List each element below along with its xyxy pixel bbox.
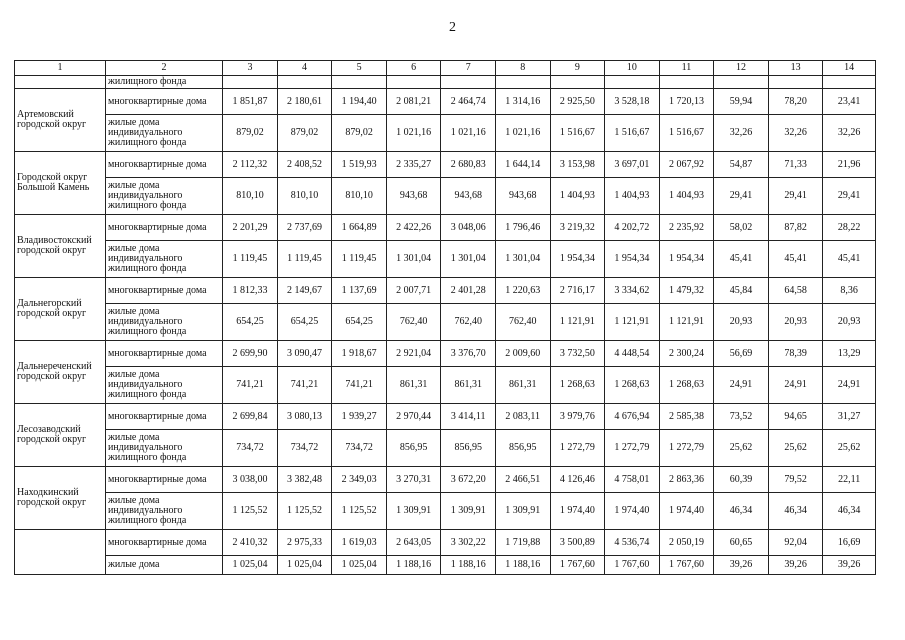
table-row xyxy=(15,178,876,215)
value-cell: 810,10 xyxy=(223,178,278,215)
housing-type-cell: жилые дома индивидуального жилищного фонда xyxy=(105,304,222,341)
value-cell: 1 918,67 xyxy=(332,341,387,367)
value-cell: 1 301,04 xyxy=(441,241,496,278)
empty-cell xyxy=(495,76,550,89)
value-cell: 861,31 xyxy=(441,367,496,404)
value-cell: 1 516,67 xyxy=(550,115,605,152)
value-cell: 3 219,32 xyxy=(550,215,605,241)
empty-cell xyxy=(659,76,714,89)
column-header: 10 xyxy=(605,61,660,76)
value-cell: 1 301,04 xyxy=(495,241,550,278)
value-cell: 1 137,69 xyxy=(332,278,387,304)
value-cell: 2 235,92 xyxy=(659,215,714,241)
value-cell: 856,95 xyxy=(495,430,550,467)
value-cell: 1 309,91 xyxy=(441,493,496,530)
value-cell: 1 516,67 xyxy=(659,115,714,152)
table-row xyxy=(15,367,876,404)
value-cell: 1 767,60 xyxy=(550,556,605,575)
value-cell: 94,65 xyxy=(768,404,823,430)
value-cell: 2 585,38 xyxy=(659,404,714,430)
table-row xyxy=(15,341,876,367)
value-cell: 3 979,76 xyxy=(550,404,605,430)
value-cell: 1 125,52 xyxy=(277,493,332,530)
value-cell: 23,41 xyxy=(823,89,876,115)
housing-type-cell: многоквартирные дома xyxy=(105,467,222,493)
value-cell: 1 767,60 xyxy=(605,556,660,575)
value-cell: 1 954,34 xyxy=(550,241,605,278)
value-cell: 29,41 xyxy=(714,178,769,215)
value-cell: 1 974,40 xyxy=(605,493,660,530)
value-cell: 1 119,45 xyxy=(277,241,332,278)
housing-type-cell: жилые дома индивидуального жилищного фонда xyxy=(105,178,222,215)
table-row xyxy=(15,241,876,278)
value-cell: 1 119,45 xyxy=(223,241,278,278)
table-row xyxy=(15,404,876,430)
empty-cell xyxy=(768,76,823,89)
value-cell: 45,84 xyxy=(714,278,769,304)
column-header: 7 xyxy=(441,61,496,76)
housing-type-cell: многоквартирные дома xyxy=(105,341,222,367)
column-header: 1 xyxy=(15,61,106,76)
value-cell: 3 528,18 xyxy=(605,89,660,115)
value-cell: 45,41 xyxy=(823,241,876,278)
housing-type-cell: жилые дома индивидуального жилищного фонда xyxy=(105,115,222,152)
column-header: 14 xyxy=(823,61,876,76)
value-cell: 21,96 xyxy=(823,152,876,178)
value-cell: 39,26 xyxy=(714,556,769,575)
value-cell: 2 737,69 xyxy=(277,215,332,241)
value-cell: 1 220,63 xyxy=(495,278,550,304)
value-cell: 1 309,91 xyxy=(495,493,550,530)
table-row xyxy=(15,530,876,556)
value-cell: 1 404,93 xyxy=(550,178,605,215)
page-number: 2 xyxy=(449,20,456,35)
value-cell: 29,41 xyxy=(823,178,876,215)
value-cell: 1 619,03 xyxy=(332,530,387,556)
value-cell: 879,02 xyxy=(223,115,278,152)
value-cell: 1 404,93 xyxy=(659,178,714,215)
value-cell: 4 536,74 xyxy=(605,530,660,556)
empty-cell xyxy=(550,76,605,89)
value-cell: 29,41 xyxy=(768,178,823,215)
value-cell: 1 309,91 xyxy=(386,493,441,530)
value-cell: 1 268,63 xyxy=(605,367,660,404)
value-cell: 3 048,06 xyxy=(441,215,496,241)
value-cell: 734,72 xyxy=(277,430,332,467)
value-cell: 1 121,91 xyxy=(605,304,660,341)
value-cell: 39,26 xyxy=(768,556,823,575)
column-header: 5 xyxy=(332,61,387,76)
value-cell: 22,11 xyxy=(823,467,876,493)
value-cell: 3 038,00 xyxy=(223,467,278,493)
value-cell: 2 643,05 xyxy=(386,530,441,556)
value-cell: 1 720,13 xyxy=(659,89,714,115)
table-row xyxy=(15,89,876,115)
value-cell: 1 664,89 xyxy=(332,215,387,241)
value-cell: 741,21 xyxy=(332,367,387,404)
value-cell: 56,69 xyxy=(714,341,769,367)
value-cell: 1 404,93 xyxy=(605,178,660,215)
column-header: 2 xyxy=(105,61,222,76)
value-cell: 25,62 xyxy=(714,430,769,467)
value-cell: 32,26 xyxy=(823,115,876,152)
value-cell: 943,68 xyxy=(386,178,441,215)
column-header: 4 xyxy=(277,61,332,76)
value-cell: 1 188,16 xyxy=(441,556,496,575)
value-cell: 943,68 xyxy=(441,178,496,215)
value-cell: 1 314,16 xyxy=(495,89,550,115)
value-cell: 73,52 xyxy=(714,404,769,430)
column-header: 9 xyxy=(550,61,605,76)
value-cell: 1 025,04 xyxy=(223,556,278,575)
value-cell: 879,02 xyxy=(332,115,387,152)
empty-cell xyxy=(386,76,441,89)
value-cell: 2 716,17 xyxy=(550,278,605,304)
value-cell: 25,62 xyxy=(768,430,823,467)
value-cell: 3 732,50 xyxy=(550,341,605,367)
value-cell: 87,82 xyxy=(768,215,823,241)
value-cell: 2 863,36 xyxy=(659,467,714,493)
value-cell: 2 007,71 xyxy=(386,278,441,304)
value-cell: 60,39 xyxy=(714,467,769,493)
value-cell: 78,20 xyxy=(768,89,823,115)
value-cell: 3 697,01 xyxy=(605,152,660,178)
value-cell: 31,27 xyxy=(823,404,876,430)
value-cell: 60,65 xyxy=(714,530,769,556)
value-cell: 1 719,88 xyxy=(495,530,550,556)
value-cell: 1 519,93 xyxy=(332,152,387,178)
housing-type-cell: многоквартирные дома xyxy=(105,89,222,115)
value-cell: 4 758,01 xyxy=(605,467,660,493)
municipality-cell: Дальнереченский городской округ xyxy=(15,341,106,404)
table-row xyxy=(15,493,876,530)
value-cell: 1 851,87 xyxy=(223,89,278,115)
value-cell: 654,25 xyxy=(277,304,332,341)
value-cell: 46,34 xyxy=(823,493,876,530)
column-header: 13 xyxy=(768,61,823,76)
value-cell: 45,41 xyxy=(714,241,769,278)
value-cell: 2 083,11 xyxy=(495,404,550,430)
value-cell: 2 466,51 xyxy=(495,467,550,493)
value-cell: 92,04 xyxy=(768,530,823,556)
column-header: 3 xyxy=(223,61,278,76)
value-cell: 2 081,21 xyxy=(386,89,441,115)
value-cell: 20,93 xyxy=(714,304,769,341)
value-cell: 856,95 xyxy=(441,430,496,467)
table-row xyxy=(15,467,876,493)
empty-cell xyxy=(441,76,496,89)
value-cell: 1 272,79 xyxy=(605,430,660,467)
value-cell: 1 272,79 xyxy=(659,430,714,467)
value-cell: 2 680,83 xyxy=(441,152,496,178)
value-cell: 1 119,45 xyxy=(332,241,387,278)
empty-cell xyxy=(823,76,876,89)
value-cell: 3 382,48 xyxy=(277,467,332,493)
value-cell: 1 796,46 xyxy=(495,215,550,241)
value-cell: 1 954,34 xyxy=(659,241,714,278)
value-cell: 3 270,31 xyxy=(386,467,441,493)
housing-type-cell: жилые дома индивидуального жилищного фонда xyxy=(105,430,222,467)
column-header: 12 xyxy=(714,61,769,76)
value-cell: 1 194,40 xyxy=(332,89,387,115)
value-cell: 1 974,40 xyxy=(550,493,605,530)
housing-type-cell: жилые дома индивидуального жилищного фонда xyxy=(105,241,222,278)
table-row xyxy=(15,304,876,341)
value-cell: 2 422,26 xyxy=(386,215,441,241)
continuation-municipality-cell xyxy=(15,76,106,89)
housing-type-cell: жилые дома индивидуального жилищного фонда xyxy=(105,493,222,530)
value-cell: 2 464,74 xyxy=(441,89,496,115)
value-cell: 2 699,90 xyxy=(223,341,278,367)
value-cell: 1 188,16 xyxy=(386,556,441,575)
housing-type-cell: многоквартирные дома xyxy=(105,530,222,556)
value-cell: 1 767,60 xyxy=(659,556,714,575)
value-cell: 78,39 xyxy=(768,341,823,367)
value-cell: 2 408,52 xyxy=(277,152,332,178)
value-cell: 4 202,72 xyxy=(605,215,660,241)
table-body xyxy=(15,61,876,575)
value-cell: 1 954,34 xyxy=(605,241,660,278)
value-cell: 1 272,79 xyxy=(550,430,605,467)
value-cell: 3 500,89 xyxy=(550,530,605,556)
value-cell: 3 090,47 xyxy=(277,341,332,367)
value-cell: 24,91 xyxy=(768,367,823,404)
value-cell: 28,22 xyxy=(823,215,876,241)
table-row xyxy=(15,115,876,152)
value-cell: 54,87 xyxy=(714,152,769,178)
value-cell: 2 050,19 xyxy=(659,530,714,556)
value-cell: 25,62 xyxy=(823,430,876,467)
value-cell: 46,34 xyxy=(714,493,769,530)
municipality-cell: Дальнегорский городской округ xyxy=(15,278,106,341)
value-cell: 2 335,27 xyxy=(386,152,441,178)
value-cell: 2 970,44 xyxy=(386,404,441,430)
value-cell: 2 149,67 xyxy=(277,278,332,304)
value-cell: 16,69 xyxy=(823,530,876,556)
value-cell: 4 676,94 xyxy=(605,404,660,430)
value-cell: 861,31 xyxy=(386,367,441,404)
value-cell: 3 153,98 xyxy=(550,152,605,178)
value-cell: 20,93 xyxy=(768,304,823,341)
housing-type-cell: жилые дома xyxy=(105,556,222,575)
value-cell: 2 921,04 xyxy=(386,341,441,367)
value-cell: 734,72 xyxy=(223,430,278,467)
value-cell: 1 021,16 xyxy=(441,115,496,152)
value-cell: 2 009,60 xyxy=(495,341,550,367)
value-cell: 2 925,50 xyxy=(550,89,605,115)
housing-type-cell: жилые дома индивидуального жилищного фонда xyxy=(105,367,222,404)
empty-cell xyxy=(223,76,278,89)
empty-cell xyxy=(332,76,387,89)
continuation-type-cell: жилищного фонда xyxy=(105,76,222,89)
value-cell: 1 812,33 xyxy=(223,278,278,304)
value-cell: 2 300,24 xyxy=(659,341,714,367)
value-cell: 4 448,54 xyxy=(605,341,660,367)
table-row xyxy=(15,278,876,304)
housing-type-cell: многоквартирные дома xyxy=(105,278,222,304)
value-cell: 2 201,29 xyxy=(223,215,278,241)
value-cell: 762,40 xyxy=(386,304,441,341)
empty-cell xyxy=(605,76,660,89)
value-cell: 58,02 xyxy=(714,215,769,241)
value-cell: 1 268,63 xyxy=(550,367,605,404)
value-cell: 24,91 xyxy=(714,367,769,404)
value-cell: 1 974,40 xyxy=(659,493,714,530)
value-cell: 13,29 xyxy=(823,341,876,367)
municipality-cell: Городской округ Большой Камень xyxy=(15,152,106,215)
value-cell: 1 121,91 xyxy=(659,304,714,341)
municipality-cell: Лесозаводский городской округ xyxy=(15,404,106,467)
value-cell: 3 414,11 xyxy=(441,404,496,430)
value-cell: 762,40 xyxy=(441,304,496,341)
value-cell: 24,91 xyxy=(823,367,876,404)
value-cell: 3 334,62 xyxy=(605,278,660,304)
value-cell: 20,93 xyxy=(823,304,876,341)
housing-type-cell: многоквартирные дома xyxy=(105,404,222,430)
value-cell: 1 125,52 xyxy=(332,493,387,530)
value-cell: 1 125,52 xyxy=(223,493,278,530)
municipality-cell: Владивостокский городской округ xyxy=(15,215,106,278)
value-cell: 46,34 xyxy=(768,493,823,530)
value-cell: 810,10 xyxy=(277,178,332,215)
value-cell: 2 349,03 xyxy=(332,467,387,493)
empty-cell xyxy=(277,76,332,89)
table-row xyxy=(15,430,876,467)
value-cell: 59,94 xyxy=(714,89,769,115)
municipality-cell: Находкинский городской округ xyxy=(15,467,106,530)
value-cell: 8,36 xyxy=(823,278,876,304)
value-cell: 64,58 xyxy=(768,278,823,304)
value-cell: 45,41 xyxy=(768,241,823,278)
value-cell: 741,21 xyxy=(223,367,278,404)
value-cell: 1 479,32 xyxy=(659,278,714,304)
header-row xyxy=(15,61,876,76)
value-cell: 3 302,22 xyxy=(441,530,496,556)
value-cell: 3 672,20 xyxy=(441,467,496,493)
value-cell: 32,26 xyxy=(768,115,823,152)
value-cell: 1 025,04 xyxy=(277,556,332,575)
table-row xyxy=(15,215,876,241)
value-cell: 741,21 xyxy=(277,367,332,404)
value-cell: 654,25 xyxy=(223,304,278,341)
municipality-cell xyxy=(15,530,106,575)
table-row xyxy=(15,152,876,178)
value-cell: 71,33 xyxy=(768,152,823,178)
value-cell: 879,02 xyxy=(277,115,332,152)
value-cell: 2 975,33 xyxy=(277,530,332,556)
empty-cell xyxy=(714,76,769,89)
value-cell: 2 699,84 xyxy=(223,404,278,430)
value-cell: 3 376,70 xyxy=(441,341,496,367)
housing-type-cell: многоквартирные дома xyxy=(105,215,222,241)
value-cell: 943,68 xyxy=(495,178,550,215)
value-cell: 1 644,14 xyxy=(495,152,550,178)
value-cell: 856,95 xyxy=(386,430,441,467)
value-cell: 2 401,28 xyxy=(441,278,496,304)
value-cell: 1 516,67 xyxy=(605,115,660,152)
value-cell: 3 080,13 xyxy=(277,404,332,430)
value-cell: 1 301,04 xyxy=(386,241,441,278)
value-cell: 861,31 xyxy=(495,367,550,404)
value-cell: 2 067,92 xyxy=(659,152,714,178)
value-cell: 1 025,04 xyxy=(332,556,387,575)
tariff-table xyxy=(14,60,876,575)
column-header: 6 xyxy=(386,61,441,76)
value-cell: 2 112,32 xyxy=(223,152,278,178)
value-cell: 810,10 xyxy=(332,178,387,215)
value-cell: 4 126,46 xyxy=(550,467,605,493)
value-cell: 734,72 xyxy=(332,430,387,467)
value-cell: 2 410,32 xyxy=(223,530,278,556)
value-cell: 39,26 xyxy=(823,556,876,575)
value-cell: 1 021,16 xyxy=(386,115,441,152)
column-header: 11 xyxy=(659,61,714,76)
value-cell: 654,25 xyxy=(332,304,387,341)
housing-type-cell: многоквартирные дома xyxy=(105,152,222,178)
value-cell: 79,52 xyxy=(768,467,823,493)
value-cell: 1 121,91 xyxy=(550,304,605,341)
value-cell: 762,40 xyxy=(495,304,550,341)
column-header: 8 xyxy=(495,61,550,76)
table-row xyxy=(15,556,876,575)
value-cell: 32,26 xyxy=(714,115,769,152)
continuation-row xyxy=(15,76,876,89)
value-cell: 1 939,27 xyxy=(332,404,387,430)
value-cell: 1 021,16 xyxy=(495,115,550,152)
value-cell: 1 268,63 xyxy=(659,367,714,404)
municipality-cell: Артемовский городской округ xyxy=(15,89,106,152)
value-cell: 1 188,16 xyxy=(495,556,550,575)
value-cell: 2 180,61 xyxy=(277,89,332,115)
